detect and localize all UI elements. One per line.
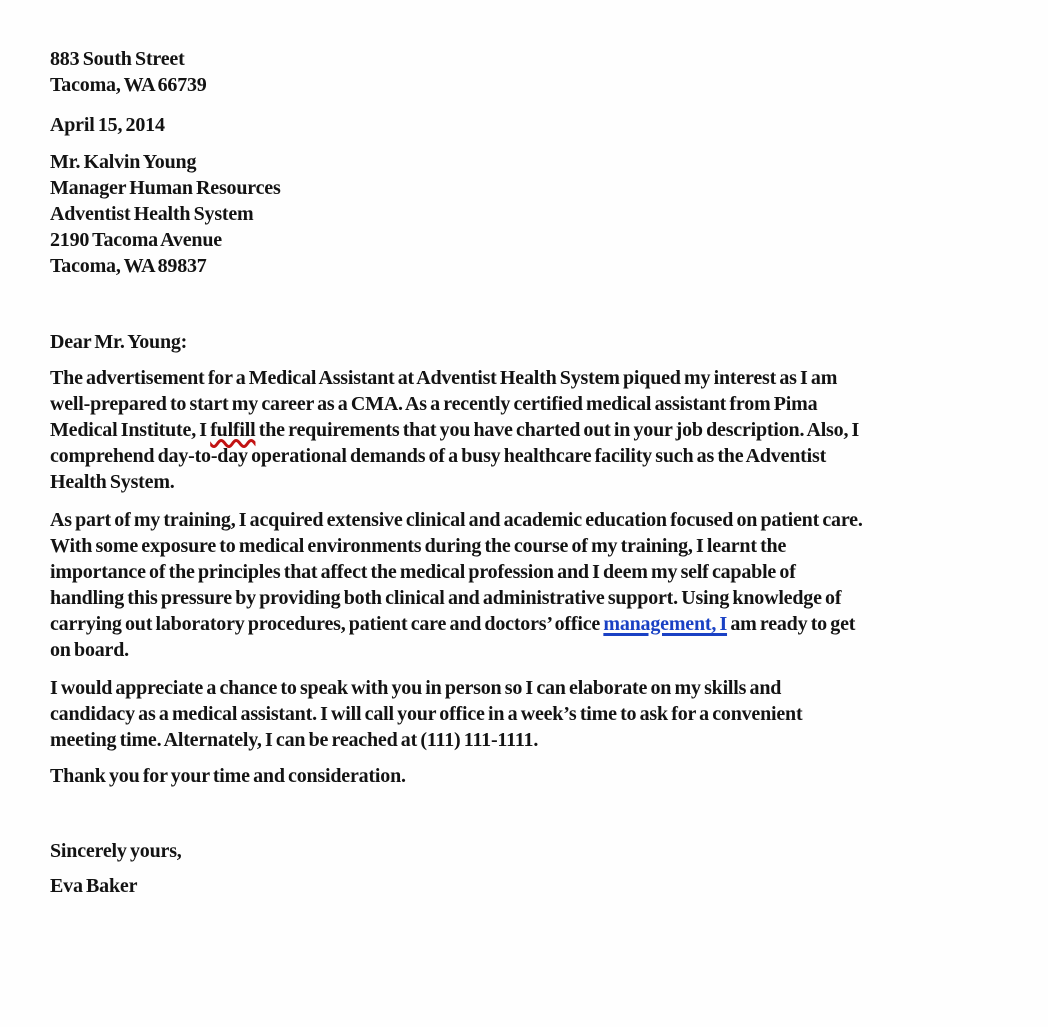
- recipient-city: Tacoma, WA 89837: [50, 255, 207, 277]
- paragraph-1: [50, 365, 1000, 495]
- thank-you-line: Thank you for your time and consideration.: [50, 765, 406, 787]
- paragraph-2-line-5-prefix: carrying out laboratory procedures, patient care and doctors’ office: [50, 613, 604, 635]
- recipient-address-block: [50, 149, 1000, 279]
- recipient-title: Manager Human Resources: [50, 177, 281, 199]
- misspelled-word-fulfill: fulfill: [210, 419, 256, 441]
- paragraph-3-line-2: candidacy as a medical assistant. I will call your office in a week’s time to ask for a convenient: [50, 703, 803, 725]
- paragraph-1-line-3-prefix: Medical Institute, I: [50, 419, 211, 441]
- paragraph-2-line-3: importance of the principles that affect the medical profession and I deem my self capable of: [50, 561, 796, 583]
- sender-address-block: [50, 46, 1000, 98]
- paragraph-1-line-1: The advertisement for a Medical Assistant at Adventist Health System piqued my interest as I am: [50, 367, 838, 389]
- recipient-company: Adventist Health System: [50, 203, 254, 225]
- paragraph-2-line-5-suffix: am ready to get: [727, 613, 856, 635]
- paragraph-1-line-3-suffix: the requirements that you have charted out in your job description. Also, I: [255, 419, 860, 441]
- paragraph-1-line-2: well-prepared to start my career as a CMA. As a recently certified medical assistant from Pima: [50, 393, 818, 415]
- recipient-name: Mr. Kalvin Young: [50, 151, 197, 173]
- paragraph-2-line-2: With some exposure to medical environments during the course of my training, I learnt the: [50, 535, 787, 557]
- letter-date: April 15, 2014: [50, 114, 165, 136]
- paragraph-3-line-3: meeting time. Alternately, I can be reached at (111) 111-1111.: [50, 729, 539, 751]
- paragraph-1-line-3: [50, 417, 1000, 443]
- signature-name: Eva Baker: [50, 875, 138, 897]
- valediction: Sincerely yours,: [50, 840, 182, 862]
- recipient-street: 2190 Tacoma Avenue: [50, 229, 222, 251]
- paragraph-2-line-1: As part of my training, I acquired extensive clinical and academic education focused on patient care.: [50, 509, 863, 531]
- paragraph-2-line-4: handling this pressure by providing both clinical and administrative support. Using knowledge of: [50, 587, 842, 609]
- paragraph-2-line-5: [50, 611, 1000, 637]
- paragraph-3: [50, 675, 1000, 753]
- management-hyperlink[interactable]: management, I: [603, 613, 728, 635]
- salutation: Dear Mr. Young:: [50, 331, 188, 353]
- paragraph-1-line-5: Health System.: [50, 471, 175, 493]
- paragraph-1-line-4: comprehend day-to-day operational demands of a busy healthcare facility such as the Adventist: [50, 445, 827, 467]
- sender-city: Tacoma, WA 66739: [50, 74, 207, 96]
- sender-street: 883 South Street: [50, 48, 185, 70]
- paragraph-2-line-6: on board.: [50, 639, 129, 661]
- paragraph-3-line-1: I would appreciate a chance to speak with you in person so I can elaborate on my skills and: [50, 677, 782, 699]
- paragraph-2: [50, 507, 1000, 663]
